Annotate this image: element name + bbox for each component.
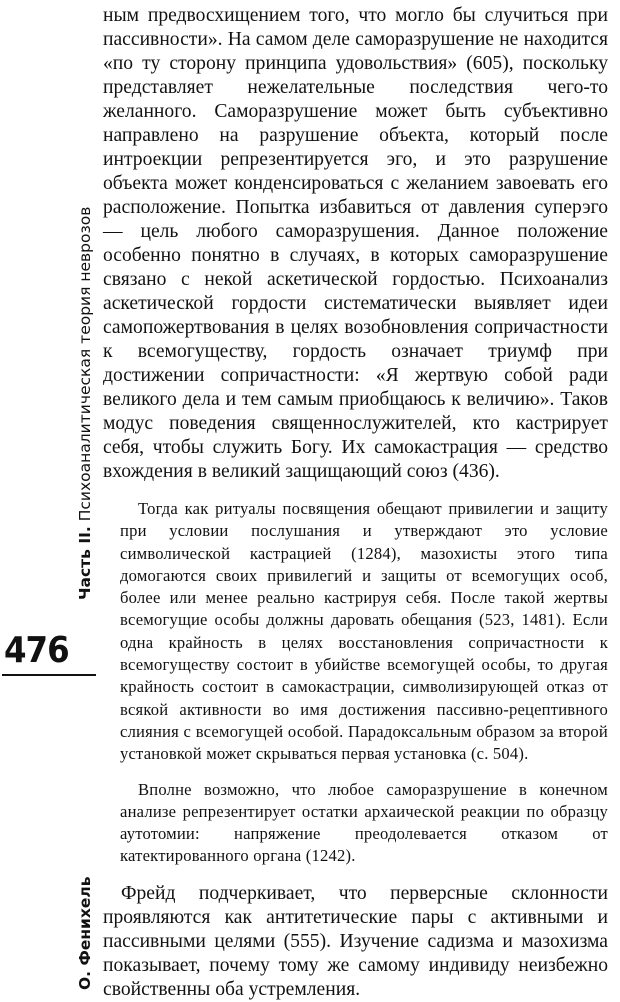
page-margin: [0, 0, 100, 996]
quote-block: [120, 498, 608, 868]
running-head-title: Психоаналитическая теория неврозов: [76, 206, 94, 522]
running-head-part: Часть II.: [76, 526, 94, 600]
author-name: О. Фенихель: [76, 876, 94, 990]
quote-paragraph-2: Вполне возможно, что любое саморазрушение в конечном анализе репрезентирует остатки архаической реакции по образцу аутотомии: напряжение преодолевается отказом от катектированного органа (1242).: [120, 779, 608, 866]
paragraph-1: ным предвосхищением того, что могло бы случиться при пассивности». На самом деле саморазрушение не находится «по ту сторону принципа удовольствия» (605), поскольку представляет нежелательные последствия чего-то желанного. Саморазрушение может быть субъективно направлено на разрушение объекта, который после интроекции репрезентируется эго, и это разрушение объекта может конденсироваться с желанием завоевать его расположение. Попытка избавиться от давления суперэго — цель любого саморазрушения. Данное положение особенно понятно в случаях, в которых саморазрушение связано с некой аскетической гордостью. Психоанализ аскетической гордости систематически выявляет идеи самопожертвования в целях возобновления сопричастности к всемогуществу, гордость означает триумф при достижении сопричастности: «Я жертвую собой ради великого дела и тем самым приобщаюсь к величию». Таков модус поведения священнослужителей, кто кастрирует себя, чтобы служить Богу. Их самокастрация — средство вхождения в великий защищающий союз (436).: [103, 5, 608, 482]
paragraph-2: Фрейд подчеркивает, что перверсные склонности проявляются как антитетические пары с активными и пассивными целями (555). Изучение садизма и мазохизма показывает, почему тому же самому индивиду неизбежно свойственны оба устремления.: [103, 882, 608, 1000]
page-number-rule: [2, 674, 96, 676]
quote-paragraph-1: Тогда как ритуалы посвящения обещают привилегии и защиту при условии послушания и утверждают это условие символической кастрацией (1284), мазохисты этого типа домогаются своих привилегий и защиты от всемогущих особ, более или менее реально кастрируя себя. После такой жертвы всемогущие особы должны даровать обещания (523, 1481). Если одна крайность в целях восстановления сопричастности к всемогуществу состоит в убийстве всемогущей особы, то другая крайность состоит в самокастрации, символизирующей отказ от всякой активности во имя достижения пассивно-рецептивного слияния с всемогущей особой. Парадоксальным образом за второй установкой может скрываться первая установка (с. 504).: [120, 499, 608, 764]
page-number: 476: [4, 630, 69, 671]
main-text: [103, 4, 608, 1002]
